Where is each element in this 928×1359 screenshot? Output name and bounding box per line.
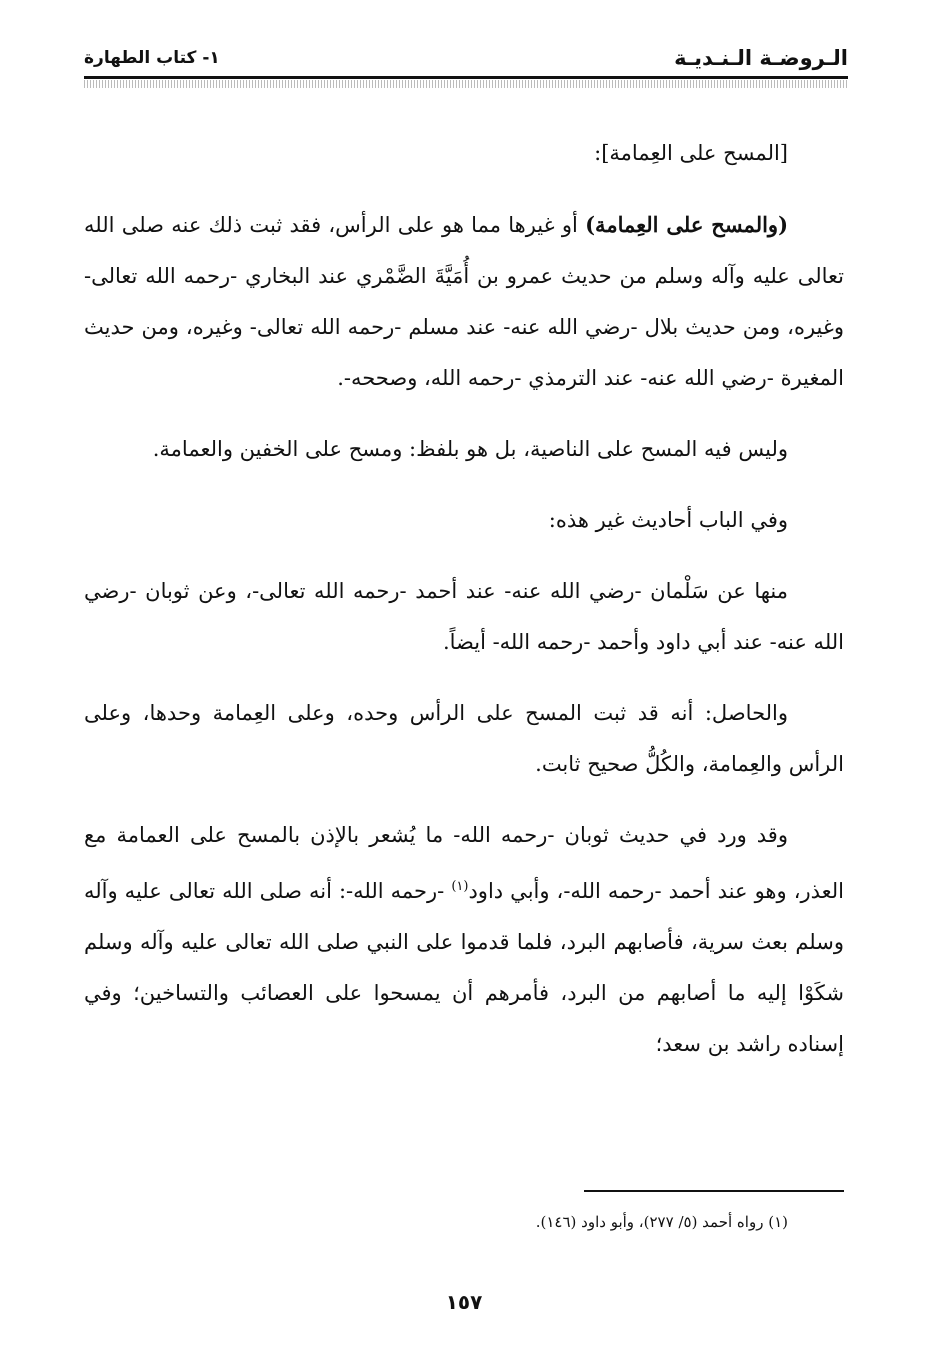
paragraph-4: منها عن سَلْمان -رضي الله عنه- عند أحمد -رحمه الله تعالى-، وعن ثوبان -رضي الله عنه- عند أبي داود وأحمد -رحمه الله- أيضاً. [84, 579, 844, 654]
paragraph-1-lead: (والمسح على العِمامة) [585, 212, 789, 237]
header-rule [84, 76, 848, 79]
section-heading: [المسح على العِمامة]: [594, 141, 788, 165]
paragraph-3: وفي الباب أحاديث غير هذه: [548, 508, 788, 532]
footnote-rule [584, 1190, 844, 1192]
paragraph-2: وليس فيه المسح على الناصية، بل هو بلفظ: ومسح على الخفين والعمامة. [152, 437, 788, 461]
paragraph-1 [84, 199, 844, 404]
footnote: (١) رواه أحمد (٥/ ٢٧٧)، وأبو داود (١٤٦). [535, 1213, 788, 1231]
book-title: الـروضـة الـنـديـة [674, 46, 848, 70]
page-number: ١٥٧ [445, 1290, 483, 1314]
page-body [84, 128, 844, 1090]
paragraph-5: والحاصل: أنه قد ثبت المسح على الرأس وحده، وعلى العِمامة وحدها، وعلى الرأس والعِمامة، والكُلُّ صحيح ثابت. [84, 701, 844, 776]
footnote-ref[interactable]: (١) [451, 879, 469, 894]
paragraph-6-text-b: -رحمه الله-: أنه صلى الله تعالى عليه وآله وسلم بعث سرية، فأصابهم البرد، فلما قدموا على النبي صلى الله تعالى عليه وآله وسلم شكَوْا إليه ما أصابهم من البرد، فأمرهم أن يمسحوا على العصائب والتساخين؛ وفي إسناده راشد بن سعد؛ [84, 879, 844, 1056]
paragraph-1-text: أو غيرها مما هو على الرأس، فقد ثبت ذلك عنه صلى الله تعالى عليه وآله وسلم من حديث عمرو بن أُمَيَّةَ الضَّمْري عند البخاري -رحمه الله تعالى- وغيره، ومن حديث بلال -رضي الله عنه- عند مسلم -رحمه الله تعالى- وغيره، ومن حديث المغيرة -رضي الله عنه- عند الترمذي -رحمه الله، وصححه-. [84, 213, 844, 390]
header-shade-band [84, 80, 848, 88]
paragraph-6-text-a: وقد ورد في حديث ثوبان -رحمه الله- ما يُشعر بالإذن بالمسح على العمامة مع العذر، وهو عند أحمد -رحمه الله-، وأبي داود [84, 823, 844, 903]
paragraph-6 [84, 810, 844, 1070]
chapter-title: ١- كتاب الطهارة [84, 48, 220, 68]
running-header [84, 42, 848, 82]
